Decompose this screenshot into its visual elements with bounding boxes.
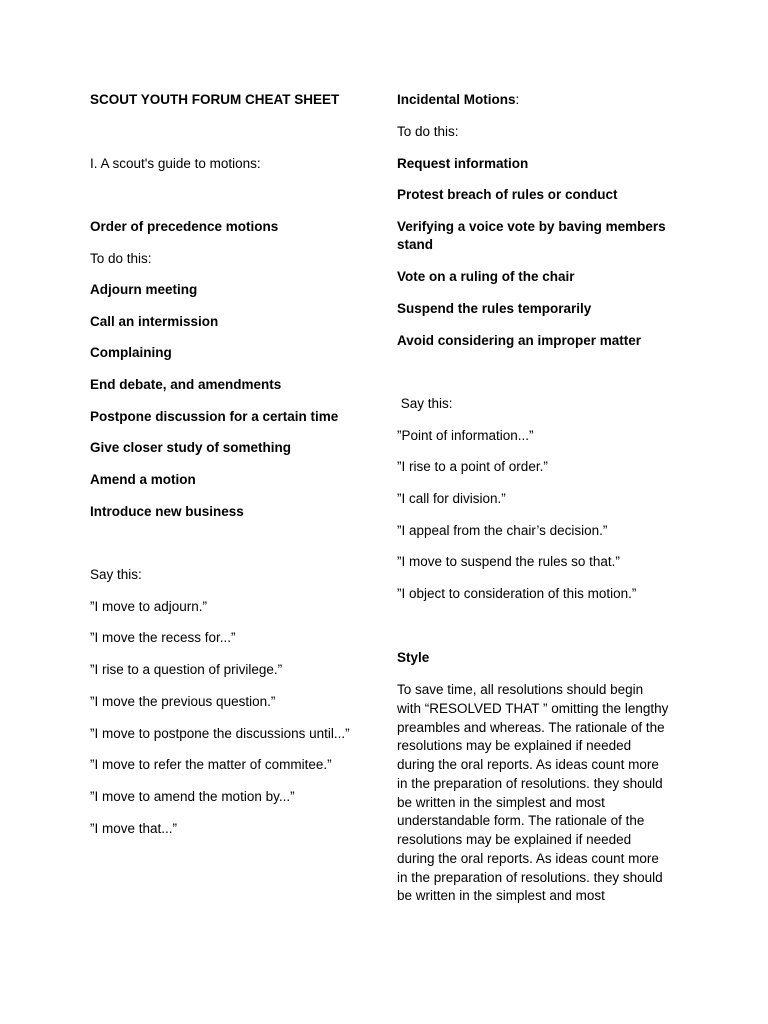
document-title: SCOUT YOUTH FORUM CHEAT SHEET — [90, 92, 340, 107]
action-item: Amend a motion — [90, 472, 196, 487]
phrase-item: ”I move the recess for...” — [90, 630, 236, 645]
style-paragraph-line: be written in the simplest and most — [397, 795, 605, 810]
precedence-heading: Order of precedence motions — [90, 219, 279, 234]
say-label: Say this: — [397, 396, 453, 411]
style-paragraph-line: be written in the simplest and most — [397, 888, 605, 903]
phrase-item: ”I appeal from the chair’s decision.” — [397, 523, 608, 538]
to-do-label: To do this: — [397, 124, 459, 139]
action-item: Complaining — [90, 345, 172, 360]
phrase-item: ”I move to suspend the rules so that.” — [397, 554, 620, 569]
incidental-heading-line — [397, 91, 519, 109]
phrase-item: ”I move to amend the motion by...” — [90, 789, 295, 804]
action-item: Request information — [397, 156, 529, 171]
action-item: Postpone discussion for a certain time — [90, 409, 339, 424]
phrase-item: ”I move to adjourn.” — [90, 599, 208, 614]
incidental-heading: Incidental Motions — [397, 92, 516, 107]
style-paragraph-line: with “RESOLVED THAT ” omitting the lengthy — [397, 701, 669, 716]
phrase-item: ”I move that...” — [90, 821, 178, 836]
style-paragraph-line: during the oral reports. As ideas count more — [397, 851, 659, 866]
action-item: Adjourn meeting — [90, 282, 198, 297]
action-item: Protest breach of rules or conduct — [397, 187, 618, 202]
style-paragraph-line: understandable form. The rationale of the — [397, 813, 645, 828]
phrase-item: ”I move to postpone the discussions until...” — [90, 726, 350, 741]
say-label: Say this: — [90, 567, 142, 582]
action-item: Verifying a voice vote by baving members — [397, 219, 666, 234]
action-item: Avoid considering an improper matter — [397, 333, 642, 348]
action-item: Vote on a ruling of the chair — [397, 269, 575, 284]
style-paragraph-line: resolutions may be explained if needed — [397, 832, 632, 847]
phrase-item: ”I rise to a point of order.” — [397, 459, 548, 474]
style-paragraph-line: To save time, all resolutions should begin — [397, 682, 644, 697]
incidental-colon: : — [515, 92, 520, 107]
phrase-item: ”I move to refer the matter of commitee.” — [90, 757, 332, 772]
style-paragraph-line: during the oral reports. As ideas count more — [397, 757, 659, 772]
action-item-continued: stand — [397, 237, 434, 252]
section-heading: I. A scout's guide to motions: — [90, 156, 261, 171]
action-item: Suspend the rules temporarily — [397, 301, 592, 316]
style-paragraph-line: in the preparation of resolutions. they should — [397, 870, 663, 885]
action-item: End debate, and amendments — [90, 377, 282, 392]
action-item: Give closer study of something — [90, 440, 292, 455]
phrase-item: ”I call for division.” — [397, 491, 506, 506]
phrase-item: ”I object to consideration of this motion.” — [397, 586, 637, 601]
style-paragraph-line: preambles and whereas. The rationale of the — [397, 720, 665, 735]
phrase-item: ”I rise to a question of privilege.” — [90, 662, 283, 677]
style-paragraph-line: resolutions may be explained if needed — [397, 738, 632, 753]
style-heading: Style — [397, 650, 430, 665]
action-item: Introduce new business — [90, 504, 244, 519]
action-item: Call an intermission — [90, 314, 219, 329]
style-paragraph-line: in the preparation of resolutions. they should — [397, 776, 663, 791]
to-do-label: To do this: — [90, 251, 152, 266]
phrase-item: ”I move the previous question.” — [90, 694, 276, 709]
phrase-item: ”Point of information...” — [397, 428, 534, 443]
